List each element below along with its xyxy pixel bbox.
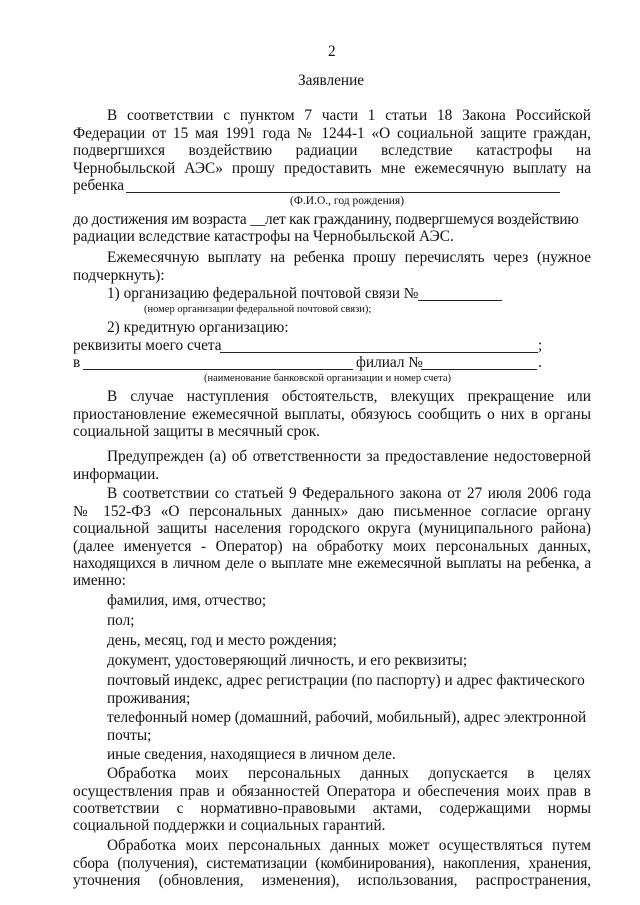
consent-line-5: находящихся в личном деле о выплате мне ежемесячной выплаты на ребенка, а [73, 555, 591, 572]
option-bank: 2) кредитную организацию: [107, 319, 289, 336]
child-name-field[interactable] [126, 192, 560, 193]
document-title: Заявление [298, 72, 365, 89]
child-label: ребенка [73, 177, 124, 194]
purpose-line-3: соответствии с нормативно-правовыми актами, содержащими нормы [73, 800, 591, 817]
consent-line-3: социальной защиты населения городского округа (муниципального района) [73, 520, 591, 537]
data-item-phone-cont: почты; [107, 727, 152, 744]
data-item-birth: день, месяц, год и место рождения; [107, 632, 337, 649]
purpose-line-4: социальной поддержки и социальных гарантий. [73, 817, 386, 834]
bank-name-field[interactable] [83, 369, 353, 370]
purpose-line-2: осуществления прав и обязанностей Оператора и обеспечения моих прав в [73, 782, 591, 800]
warning-line-1: Предупрежден (а) об ответственности за предоставление недостоверной [107, 448, 591, 465]
processing-line-3: уточнения (обновления, изменения), использования, распространения, [73, 872, 591, 889]
intro-line-4: Чернобыльской АЭС» прошу предоставить мне ежемесячную выплату на [73, 159, 591, 177]
intro-line-1: В соответствии с пунктом 7 части 1 статьи 18 Закона Российской [107, 107, 591, 124]
data-item-document: документ, удостоверяющий личность, и его реквизиты; [107, 652, 468, 669]
fio-hint: (Ф.И.О., год рождения) [290, 195, 405, 207]
bank-prefix: в [73, 354, 81, 371]
intro-line-7: радиации вследствие катастрофы на Чернобыльской АЭС. [73, 228, 454, 245]
data-item-phone: телефонный номер (домашний, рабочий, мобильный), адрес электронной [107, 709, 587, 726]
account-end: ; [538, 337, 543, 354]
intro-line-2: Федерации от 15 мая 1991 года № 1244-1 «О социальной защите граждан, [73, 124, 591, 142]
processing-line-1: Обработка моих персональных данных может осуществляться путем [107, 837, 591, 854]
post-hint: (номер организации федеральной почтовой связи); [144, 304, 372, 315]
data-item-sex: пол; [107, 612, 135, 629]
consent-line-2: № 152-ФЗ «О персональных данных» даю письменное согласие органу [73, 502, 591, 520]
consent-line-4: (далее именуется - Оператор) на обработку моих персональных данных, [73, 537, 591, 555]
consent-line-1: В соответствии со статьей 9 Федерального закона от 27 июля 2006 года [107, 485, 591, 502]
transfer-line-2: подчеркнуть): [73, 267, 165, 284]
branch-end: . [538, 354, 542, 371]
branch-label: филиал № [356, 354, 423, 371]
branch-number-field[interactable] [421, 369, 537, 370]
post-number-field[interactable] [418, 300, 502, 301]
page-number: 2 [328, 43, 336, 60]
data-item-address-cont: проживания; [107, 690, 191, 707]
data-item-other: иные сведения, находящиеся в личном деле. [107, 746, 396, 763]
warning-line-2: информации. [73, 466, 160, 483]
purpose-line-1: Обработка моих персональных данных допускается в целях [107, 765, 591, 782]
data-item-fio: фамилия, имя, отчество; [107, 592, 267, 609]
consent-line-6: именно: [73, 572, 126, 589]
obligation-line-2: приостановление ежемесячной выплаты, обязуюсь сообщить о них в органы [73, 405, 591, 423]
transfer-line-1: Ежемесячную выплату на ребенка прошу перечислять через (нужное [107, 249, 591, 266]
option-post: 1) организацию федеральной почтовой связи № [107, 285, 419, 302]
processing-line-2: сбора (получения), систематизации (комбинирования), накопления, хранения, [73, 854, 591, 872]
intro-line-6: до достижения им возраста __лет как гражданину, подвергшемуся воздействию [73, 211, 579, 228]
data-item-address: почтовый индекс, адрес регистрации (по паспорту) и адрес фактического [107, 672, 585, 689]
account-field[interactable] [220, 352, 538, 353]
obligation-line-3: социальной защиты в месячный срок. [73, 423, 321, 440]
obligation-line-1: В случае наступления обстоятельств, влекущих прекращение или [107, 388, 591, 405]
intro-line-3: подвергшихся воздействию радиации вследствие катастрофы на [73, 142, 591, 159]
bank-hint: (наименование банковской организации и номер счета) [204, 373, 451, 384]
account-label: реквизиты моего счета [73, 337, 222, 354]
